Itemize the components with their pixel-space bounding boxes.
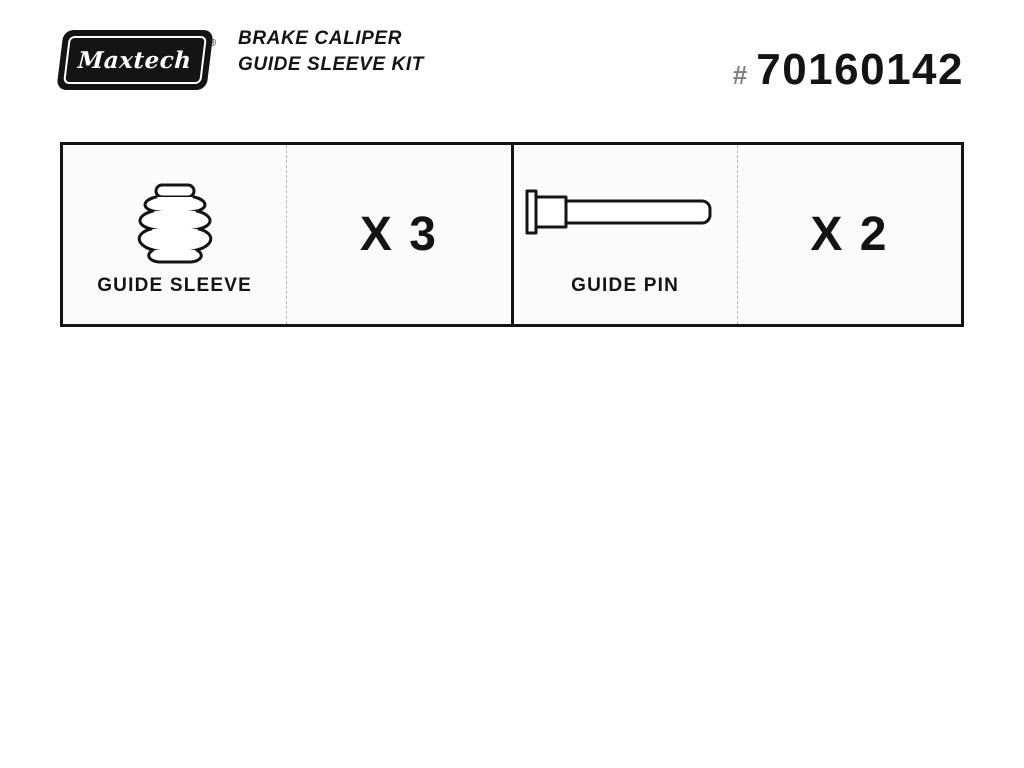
part-number: 70160142 [756,45,964,94]
bellows-boot-icon [115,173,235,265]
part-group [511,145,962,324]
page-title-line-1: BRAKE CALIPER [238,28,403,49]
part-number-block [733,45,964,95]
part-quantity-cell [737,145,961,324]
brand-name: Maxtech [77,46,193,74]
hash-icon: # [732,60,748,90]
part-quantity: X 2 [810,208,889,261]
guide-pin-bolt-icon [520,173,730,265]
part-group [63,145,511,324]
part-illustration-cell [514,145,737,324]
brand-logo-frame [63,36,217,84]
parts-table [60,142,964,327]
header [60,26,964,102]
part-quantity-cell [286,145,510,324]
page-title [238,26,424,78]
part-label: GUIDE SLEEVE [97,274,253,296]
registered-trademark-icon: ® [207,38,217,49]
part-illustration-cell [63,145,286,324]
page-title-line-2: GUIDE SLEEVE KIT [238,54,424,75]
part-label: GUIDE PIN [571,274,680,296]
part-quantity: X 3 [359,208,438,261]
brand-logo [56,30,217,90]
